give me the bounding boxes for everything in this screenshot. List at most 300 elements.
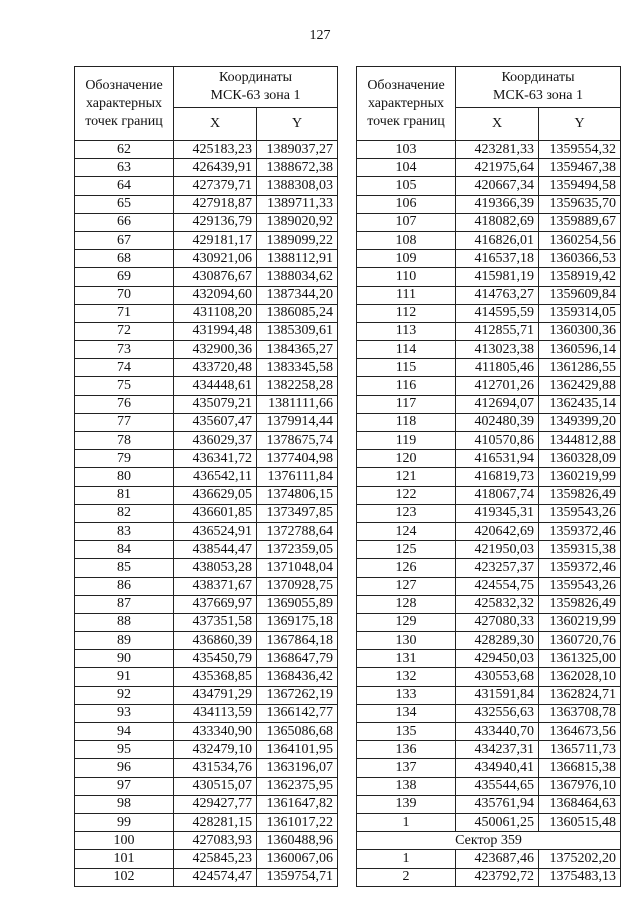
point-id-cell: 118 [357, 413, 456, 431]
table-row [357, 795, 621, 813]
y-coordinate-cell: 1361286,55 [539, 359, 621, 377]
x-coordinate-cell: 425845,23 [174, 850, 257, 868]
x-coordinate-cell: 433440,70 [456, 723, 539, 741]
table-row [357, 268, 621, 286]
y-column-header: Y [257, 108, 338, 141]
table-row [75, 868, 338, 886]
table-row [357, 522, 621, 540]
y-coordinate-cell: 1360366,53 [539, 250, 621, 268]
x-coordinate-cell: 418082,69 [456, 213, 539, 231]
table-row [75, 486, 338, 504]
point-id-cell: 80 [75, 468, 174, 486]
x-coordinate-cell: 412694,07 [456, 395, 539, 413]
y-coordinate-cell: 1362375,95 [257, 777, 338, 795]
y-coordinate-cell: 1360515,48 [539, 813, 621, 831]
point-id-cell: 102 [75, 868, 174, 886]
table-row [357, 723, 621, 741]
y-coordinate-cell: 1359543,26 [539, 504, 621, 522]
x-coordinate-cell: 437351,58 [174, 613, 257, 631]
y-coordinate-cell: 1367262,19 [257, 686, 338, 704]
table-row [75, 322, 338, 340]
y-coordinate-cell: 1364101,95 [257, 741, 338, 759]
y-coordinate-cell: 1360328,09 [539, 450, 621, 468]
sector-header-row [357, 832, 621, 850]
x-coordinate-cell: 423687,46 [456, 850, 539, 868]
table-row [357, 686, 621, 704]
point-id-cell: 72 [75, 322, 174, 340]
point-id-cell: 126 [357, 559, 456, 577]
x-coordinate-cell: 419345,31 [456, 504, 539, 522]
point-id-cell: 70 [75, 286, 174, 304]
y-coordinate-cell: 1359754,71 [257, 868, 338, 886]
table-row [357, 759, 621, 777]
y-coordinate-cell: 1368464,63 [539, 795, 621, 813]
point-id-cell: 68 [75, 250, 174, 268]
table-row [75, 813, 338, 831]
table-row [357, 541, 621, 559]
y-coordinate-cell: 1369175,18 [257, 613, 338, 631]
x-coordinate-cell: 437669,97 [174, 595, 257, 613]
y-coordinate-cell: 1363708,78 [539, 704, 621, 722]
point-id-cell: 66 [75, 213, 174, 231]
y-coordinate-cell: 1359372,46 [539, 559, 621, 577]
table-row [75, 286, 338, 304]
x-coordinate-cell: 436029,37 [174, 432, 257, 450]
x-coordinate-cell: 435761,94 [456, 795, 539, 813]
point-header-line3: точек границ [367, 113, 445, 129]
x-coordinate-cell: 429427,77 [174, 795, 257, 813]
point-id-cell: 84 [75, 541, 174, 559]
table-row [357, 868, 621, 886]
y-coordinate-cell: 1362028,10 [539, 668, 621, 686]
point-id-cell: 115 [357, 359, 456, 377]
table-row [357, 286, 621, 304]
table-row [357, 668, 621, 686]
y-coordinate-cell: 1359543,26 [539, 577, 621, 595]
y-coordinate-cell: 1359372,46 [539, 522, 621, 540]
table-row [75, 432, 338, 450]
coordinates-table-left [74, 66, 338, 887]
x-coordinate-cell: 402480,39 [456, 413, 539, 431]
table-row [357, 704, 621, 722]
y-coordinate-cell: 1361325,00 [539, 650, 621, 668]
point-id-cell: 136 [357, 741, 456, 759]
table-row [357, 450, 621, 468]
point-id-cell: 74 [75, 359, 174, 377]
y-coordinate-cell: 1361017,22 [257, 813, 338, 831]
y-coordinate-cell: 1369055,89 [257, 595, 338, 613]
point-id-cell: 134 [357, 704, 456, 722]
y-coordinate-cell: 1365711,73 [539, 741, 621, 759]
y-coordinate-cell: 1362824,71 [539, 686, 621, 704]
table-row [75, 395, 338, 413]
table-row [75, 668, 338, 686]
y-coordinate-cell: 1382258,28 [257, 377, 338, 395]
point-id-cell: 65 [75, 195, 174, 213]
y-coordinate-cell: 1388112,91 [257, 250, 338, 268]
table-row [75, 650, 338, 668]
point-id-cell: 71 [75, 304, 174, 322]
point-id-cell: 99 [75, 813, 174, 831]
x-coordinate-cell: 431108,20 [174, 304, 257, 322]
point-id-cell: 112 [357, 304, 456, 322]
y-coordinate-cell: 1388034,62 [257, 268, 338, 286]
table-row [75, 759, 338, 777]
x-coordinate-cell: 427379,71 [174, 177, 257, 195]
table-row [75, 268, 338, 286]
x-coordinate-cell: 421975,64 [456, 159, 539, 177]
point-id-cell: 97 [75, 777, 174, 795]
table-row [357, 486, 621, 504]
point-id-cell: 124 [357, 522, 456, 540]
x-coordinate-cell: 421950,03 [456, 541, 539, 559]
y-coordinate-cell: 1366142,77 [257, 704, 338, 722]
y-coordinate-cell: 1388672,38 [257, 159, 338, 177]
table-row [357, 595, 621, 613]
point-id-cell: 129 [357, 613, 456, 631]
coords-header-line2: МСК-63 зона 1 [493, 88, 583, 103]
x-coordinate-cell: 436341,72 [174, 450, 257, 468]
table-row [75, 541, 338, 559]
x-coordinate-cell: 420667,34 [456, 177, 539, 195]
x-coordinate-cell: 434448,61 [174, 377, 257, 395]
point-id-cell: 67 [75, 231, 174, 249]
point-id-cell: 94 [75, 723, 174, 741]
table-row [75, 795, 338, 813]
x-coordinate-cell: 436601,85 [174, 504, 257, 522]
table-row [75, 359, 338, 377]
x-coordinate-cell: 434940,41 [456, 759, 539, 777]
point-id-cell: 137 [357, 759, 456, 777]
table-row [75, 704, 338, 722]
point-id-cell: 117 [357, 395, 456, 413]
x-coordinate-cell: 431994,48 [174, 322, 257, 340]
x-coordinate-cell: 427080,33 [456, 613, 539, 631]
y-coordinate-cell: 1359635,70 [539, 195, 621, 213]
y-coordinate-cell: 1361647,82 [257, 795, 338, 813]
point-id-cell: 88 [75, 613, 174, 631]
table-row [75, 777, 338, 795]
x-coordinate-cell: 414763,27 [456, 286, 539, 304]
point-id-cell: 78 [75, 432, 174, 450]
y-coordinate-cell: 1368436,42 [257, 668, 338, 686]
x-coordinate-cell: 423281,33 [456, 141, 539, 159]
point-id-cell: 63 [75, 159, 174, 177]
table-row [75, 213, 338, 231]
x-coordinate-cell: 434237,31 [456, 741, 539, 759]
x-coordinate-cell: 432556,63 [456, 704, 539, 722]
point-id-cell: 101 [75, 850, 174, 868]
table-row [357, 432, 621, 450]
point-id-cell: 138 [357, 777, 456, 795]
point-header-line3: точек границ [85, 113, 163, 129]
table-row [357, 341, 621, 359]
point-id-cell: 85 [75, 559, 174, 577]
point-id-cell: 75 [75, 377, 174, 395]
point-id-cell: 103 [357, 141, 456, 159]
table-row [75, 450, 338, 468]
point-column-header [357, 67, 456, 141]
x-coordinate-cell: 418067,74 [456, 486, 539, 504]
x-coordinate-cell: 430515,07 [174, 777, 257, 795]
point-id-cell: 109 [357, 250, 456, 268]
y-coordinate-cell: 1360067,06 [257, 850, 338, 868]
table-row [75, 195, 338, 213]
point-id-cell: 1 [357, 813, 456, 831]
x-coordinate-cell: 435607,47 [174, 413, 257, 431]
y-coordinate-cell: 1376111,84 [257, 468, 338, 486]
table-row [75, 159, 338, 177]
point-id-cell: 69 [75, 268, 174, 286]
y-coordinate-cell: 1344812,88 [539, 432, 621, 450]
y-coordinate-cell: 1388308,03 [257, 177, 338, 195]
y-coordinate-cell: 1359467,38 [539, 159, 621, 177]
x-coordinate-cell: 425832,32 [456, 595, 539, 613]
point-id-cell: 64 [75, 177, 174, 195]
point-id-cell: 77 [75, 413, 174, 431]
y-coordinate-cell: 1365086,68 [257, 723, 338, 741]
x-coordinate-cell: 416826,01 [456, 231, 539, 249]
table-row [357, 559, 621, 577]
table-row [357, 468, 621, 486]
sector-title: Сектор 359 [357, 832, 621, 850]
point-id-cell: 125 [357, 541, 456, 559]
table-row [357, 413, 621, 431]
x-coordinate-cell: 412701,26 [456, 377, 539, 395]
y-coordinate-cell: 1366815,38 [539, 759, 621, 777]
y-coordinate-cell: 1362435,14 [539, 395, 621, 413]
x-coordinate-cell: 431534,76 [174, 759, 257, 777]
point-header-line2: характерных [85, 95, 163, 111]
table-row [357, 777, 621, 795]
y-coordinate-cell: 1379914,44 [257, 413, 338, 431]
y-coordinate-cell: 1360596,14 [539, 341, 621, 359]
point-id-cell: 106 [357, 195, 456, 213]
point-id-cell: 139 [357, 795, 456, 813]
point-id-cell: 131 [357, 650, 456, 668]
point-id-cell: 82 [75, 504, 174, 522]
table-row [75, 850, 338, 868]
x-coordinate-cell: 450061,25 [456, 813, 539, 831]
y-coordinate-cell: 1374806,15 [257, 486, 338, 504]
x-coordinate-cell: 432900,36 [174, 341, 257, 359]
x-coordinate-cell: 423792,72 [456, 868, 539, 886]
y-coordinate-cell: 1362429,88 [539, 377, 621, 395]
point-id-cell: 87 [75, 595, 174, 613]
x-coordinate-cell: 413023,38 [456, 341, 539, 359]
y-coordinate-cell: 1371048,04 [257, 559, 338, 577]
y-coordinate-cell: 1386085,24 [257, 304, 338, 322]
x-coordinate-cell: 414595,59 [456, 304, 539, 322]
point-id-cell: 104 [357, 159, 456, 177]
point-id-cell: 127 [357, 577, 456, 595]
x-coordinate-cell: 430876,67 [174, 268, 257, 286]
point-id-cell: 79 [75, 450, 174, 468]
table-row [357, 359, 621, 377]
left-table-body [75, 141, 338, 887]
y-coordinate-cell: 1360219,99 [539, 613, 621, 631]
point-id-cell: 120 [357, 450, 456, 468]
point-id-cell: 108 [357, 231, 456, 249]
y-coordinate-cell: 1359314,05 [539, 304, 621, 322]
table-row [75, 304, 338, 322]
coords-header-line1: Координаты [219, 70, 292, 85]
y-coordinate-cell: 1360300,36 [539, 322, 621, 340]
point-id-cell: 93 [75, 704, 174, 722]
x-coordinate-cell: 424554,75 [456, 577, 539, 595]
table-row [75, 468, 338, 486]
x-coordinate-cell: 416819,73 [456, 468, 539, 486]
table-row [75, 231, 338, 249]
table-row [75, 504, 338, 522]
right-table-body [357, 141, 621, 887]
x-column-header: X [456, 108, 539, 141]
point-id-cell: 2 [357, 868, 456, 886]
point-id-cell: 119 [357, 432, 456, 450]
x-coordinate-cell: 423257,37 [456, 559, 539, 577]
y-coordinate-cell: 1358919,42 [539, 268, 621, 286]
point-id-cell: 76 [75, 395, 174, 413]
point-id-cell: 110 [357, 268, 456, 286]
x-coordinate-cell: 430553,68 [456, 668, 539, 686]
table-row [357, 741, 621, 759]
table-row [357, 577, 621, 595]
y-coordinate-cell: 1372359,05 [257, 541, 338, 559]
table-row [75, 595, 338, 613]
table-row [75, 559, 338, 577]
y-coordinate-cell: 1367976,10 [539, 777, 621, 795]
y-coordinate-cell: 1375202,20 [539, 850, 621, 868]
point-id-cell: 62 [75, 141, 174, 159]
y-coordinate-cell: 1363196,07 [257, 759, 338, 777]
x-coordinate-cell: 419366,39 [456, 195, 539, 213]
table-row [357, 195, 621, 213]
x-coordinate-cell: 429181,17 [174, 231, 257, 249]
point-id-cell: 111 [357, 286, 456, 304]
x-coordinate-cell: 438371,67 [174, 577, 257, 595]
table-row [357, 504, 621, 522]
point-id-cell: 89 [75, 632, 174, 650]
x-coordinate-cell: 431591,84 [456, 686, 539, 704]
y-coordinate-cell: 1360488,96 [257, 832, 338, 850]
x-coordinate-cell: 438544,47 [174, 541, 257, 559]
point-id-cell: 90 [75, 650, 174, 668]
point-id-cell: 130 [357, 632, 456, 650]
table-row [357, 250, 621, 268]
x-coordinate-cell: 435368,85 [174, 668, 257, 686]
y-coordinate-cell: 1383345,58 [257, 359, 338, 377]
x-coordinate-cell: 432094,60 [174, 286, 257, 304]
point-id-cell: 113 [357, 322, 456, 340]
x-coordinate-cell: 430921,06 [174, 250, 257, 268]
y-coordinate-cell: 1381111,66 [257, 395, 338, 413]
x-coordinate-cell: 438053,28 [174, 559, 257, 577]
x-coordinate-cell: 436629,05 [174, 486, 257, 504]
table-row [75, 577, 338, 595]
x-column-header: X [174, 108, 257, 141]
table-row [75, 413, 338, 431]
y-coordinate-cell: 1359826,49 [539, 486, 621, 504]
x-coordinate-cell: 432479,10 [174, 741, 257, 759]
table-row [75, 377, 338, 395]
y-coordinate-cell: 1389099,22 [257, 231, 338, 249]
coords-header-line1: Координаты [501, 70, 575, 85]
x-coordinate-cell: 411805,46 [456, 359, 539, 377]
point-id-cell: 81 [75, 486, 174, 504]
table-row [75, 686, 338, 704]
point-id-cell: 116 [357, 377, 456, 395]
table-row [75, 250, 338, 268]
y-coordinate-cell: 1389711,33 [257, 195, 338, 213]
y-coordinate-cell: 1373497,85 [257, 504, 338, 522]
point-id-cell: 132 [357, 668, 456, 686]
table-row [75, 341, 338, 359]
table-row [357, 322, 621, 340]
x-coordinate-cell: 425183,23 [174, 141, 257, 159]
table-row [357, 632, 621, 650]
coords-header-line2: МСК-63 зона 1 [210, 88, 301, 103]
table-row [357, 395, 621, 413]
x-coordinate-cell: 429136,79 [174, 213, 257, 231]
table-row [75, 141, 338, 159]
y-coordinate-cell: 1360219,99 [539, 468, 621, 486]
point-id-cell: 100 [75, 832, 174, 850]
x-coordinate-cell: 428281,15 [174, 813, 257, 831]
table-row [357, 177, 621, 195]
y-coordinate-cell: 1359554,32 [539, 141, 621, 159]
point-column-header [75, 67, 174, 141]
point-id-cell: 133 [357, 686, 456, 704]
point-id-cell: 1 [357, 850, 456, 868]
x-coordinate-cell: 436524,91 [174, 522, 257, 540]
x-coordinate-cell: 410570,86 [456, 432, 539, 450]
x-coordinate-cell: 427083,93 [174, 832, 257, 850]
x-coordinate-cell: 433720,48 [174, 359, 257, 377]
y-coordinate-cell: 1368647,79 [257, 650, 338, 668]
x-coordinate-cell: 434113,59 [174, 704, 257, 722]
y-coordinate-cell: 1387344,20 [257, 286, 338, 304]
x-coordinate-cell: 415981,19 [456, 268, 539, 286]
x-coordinate-cell: 436860,39 [174, 632, 257, 650]
x-coordinate-cell: 412855,71 [456, 322, 539, 340]
table-row [357, 613, 621, 631]
x-coordinate-cell: 435544,65 [456, 777, 539, 795]
x-coordinate-cell: 434791,29 [174, 686, 257, 704]
point-id-cell: 105 [357, 177, 456, 195]
table-row [357, 377, 621, 395]
table-row [357, 650, 621, 668]
y-coordinate-cell: 1359315,38 [539, 541, 621, 559]
x-coordinate-cell: 427918,87 [174, 195, 257, 213]
point-id-cell: 114 [357, 341, 456, 359]
coordinates-group-header [174, 67, 338, 108]
table-row [75, 522, 338, 540]
y-coordinate-cell: 1378675,74 [257, 432, 338, 450]
point-header-line1: Обозначение [85, 77, 163, 93]
point-id-cell: 123 [357, 504, 456, 522]
x-coordinate-cell: 426439,91 [174, 159, 257, 177]
point-id-cell: 128 [357, 595, 456, 613]
y-coordinate-cell: 1359609,84 [539, 286, 621, 304]
x-coordinate-cell: 428289,30 [456, 632, 539, 650]
table-row [75, 741, 338, 759]
coordinates-table-right [356, 66, 621, 887]
coordinates-group-header [456, 67, 621, 108]
point-id-cell: 135 [357, 723, 456, 741]
y-coordinate-cell: 1389020,92 [257, 213, 338, 231]
page-number: 127 [309, 28, 331, 43]
table-row [75, 723, 338, 741]
